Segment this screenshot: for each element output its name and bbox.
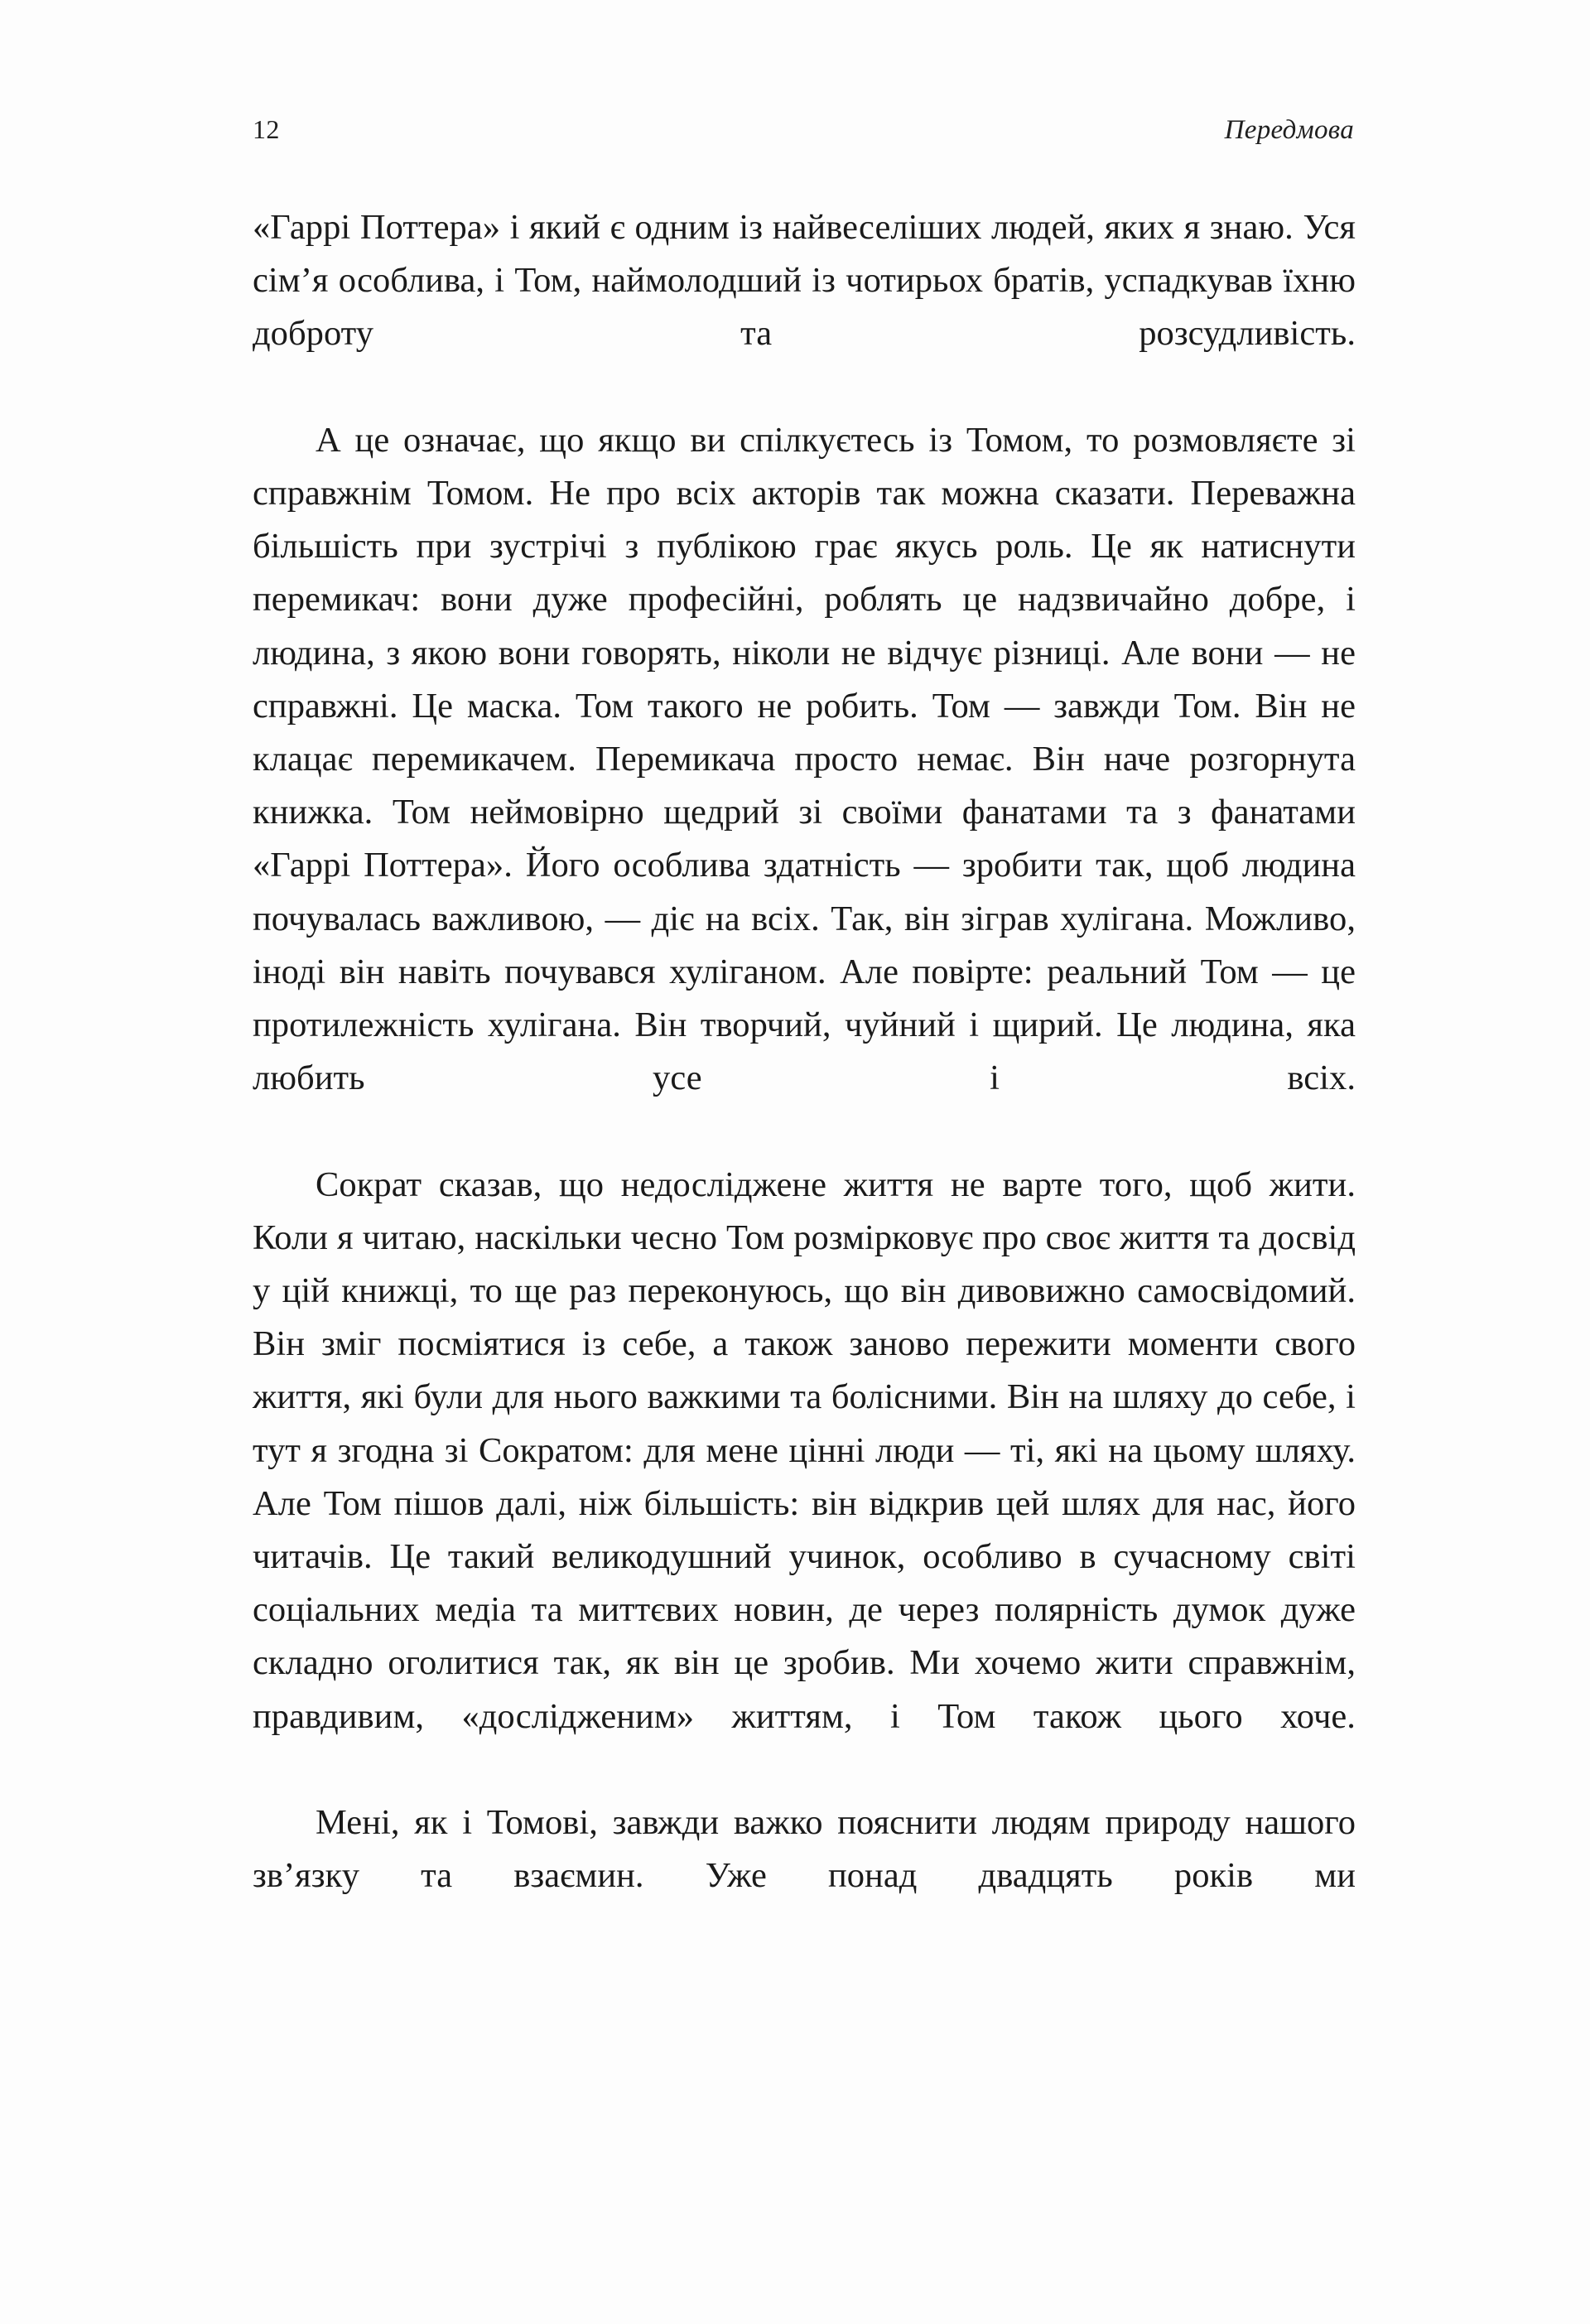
running-title: Передмова (1224, 115, 1354, 145)
paragraph: Сократ сказав, що недосліджене життя не варте того, щоб жити. Коли я читаю, наскільки чесно Том розмірковує про своє життя та досвід у цій книжці, то ще раз переконуюсь, що він дивовижно самосвідомий. Він зміг посміятися із себе, а також заново пережити моменти свого життя, які були для нього важкими та болісними. Він на шляху до себе, і тут я згодна зі Сократом: для мене цінні люди — ті, які на цьому шляху. Але Том пішов далі, ніж більшість: він відкрив цей шлях для нас, його читачів. Це такий великодушний учинок, особливо в сучасному світі соціальних медіа та миттєвих новин, де через полярність думок дуже складно оголитися так, як він це зробив. Ми хочемо жити справжнім, правдивим, «дослідженим» життям, і Том також цього хоче. (253, 1164, 1356, 1736)
body-text-block (253, 201, 1356, 1956)
paragraph: Мені, як і Томові, завжди важко пояснити людям природу нашого зв’язку та взаємин. Уже понад двадцять років ми (253, 1803, 1356, 1896)
running-head (253, 116, 1354, 166)
paragraph: А це означає, що якщо ви спілкуєтесь із Томом, то розмовляєте зі справжнім Томом. Не про всіх акторів так можна сказати. Переважна більшість при зустрічі з публікою грає якусь роль. Це як натиснути перемикач: вони дуже професійні, роблять це надзвичайно добре, і людина, з якою вони говорять, ніколи не відчує різниці. Але вони — не справжні. Це маска. Том такого не робить. Том — завжди Том. Він не клацає перемикачем. Перемикача просто немає. Він наче розгорнута книжка. Том неймовірно щедрий зі своїми фанатами та з фанатами «Гаррі Поттера». Його особлива здатність — зробити так, щоб людина почувалась важливою, — діє на всіх. Так, він зіграв хулігана. Можливо, іноді він навіть почувався хуліганом. Але повірте: реальний Том — це протилежність хулігана. Він творчий, чуйний і щирий. Це людина, яка любить усе і всіх. (253, 420, 1356, 1098)
paragraph: «Гаррі Поттера» і який є одним із найвеселіших людей, яких я знаю. Уся сім’я особлива, і Том, наймолодший із чотирьох братів, успадкував їхню доброту та розсудливість. (253, 208, 1356, 354)
page-number: 12 (253, 114, 280, 144)
